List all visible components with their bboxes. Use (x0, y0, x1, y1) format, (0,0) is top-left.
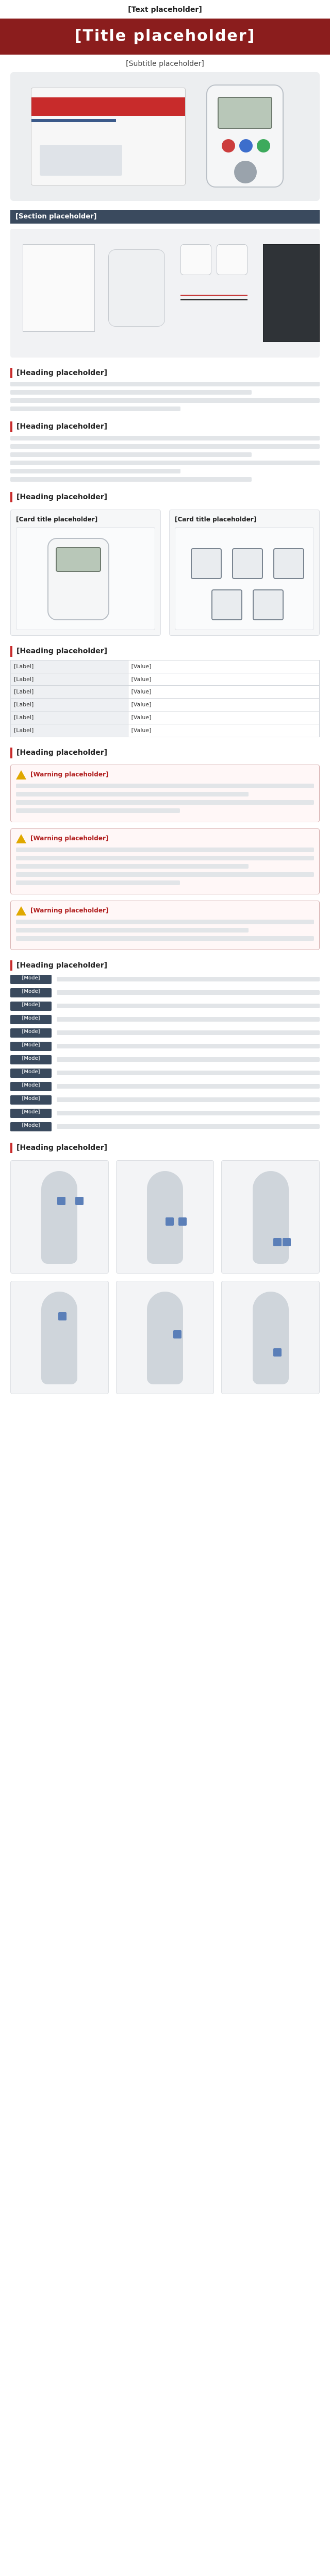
mode-chip: [Mode] (10, 1122, 52, 1131)
warning-text-block (16, 784, 314, 813)
mode-chip: [Mode] (10, 1028, 52, 1038)
device-button-red (222, 139, 235, 152)
caution-text-block (16, 848, 314, 885)
mode-description (57, 977, 320, 981)
mode-row (10, 1094, 320, 1106)
spec-key: [Label] (11, 711, 128, 724)
mode-chip: [Mode] (10, 1002, 52, 1011)
caution-header-2 (16, 906, 314, 916)
device-button-green (257, 139, 270, 152)
spec-row (11, 711, 320, 724)
body-figure (10, 1281, 109, 1394)
pad-icon (211, 589, 242, 620)
device-button-blue (239, 139, 253, 152)
spec-row (11, 724, 320, 737)
caution-text-block-2 (16, 920, 314, 941)
heading-warnings: [Heading placeholder] (10, 748, 320, 758)
usage-card-right-title: [Card title placeholder] (175, 515, 257, 523)
device-image (206, 84, 284, 188)
body-figure (221, 1281, 320, 1394)
component-pouch (263, 244, 320, 342)
cable-black (180, 299, 248, 300)
caution-icon-2 (16, 906, 26, 916)
mode-description (57, 1124, 320, 1129)
box-label-area (40, 145, 122, 176)
device-dial (234, 161, 257, 183)
mode-row (10, 1054, 320, 1065)
mode-chip: [Mode] (10, 1069, 52, 1078)
cable-red (180, 295, 248, 296)
mode-description (57, 1017, 320, 1022)
usage-columns (10, 510, 320, 636)
usage-card-left (10, 510, 161, 636)
spec-value: [Value] (128, 699, 319, 711)
component-pad-1 (180, 244, 211, 275)
pad-icon (273, 548, 304, 579)
spec-key: [Label] (11, 673, 128, 686)
pad-placement-diagram (175, 527, 314, 630)
spec-value: [Value] (128, 660, 319, 673)
heading-usage: [Heading placeholder] (10, 492, 320, 502)
components-image (10, 229, 320, 358)
mode-row (10, 1001, 320, 1012)
placement-figures-row-2 (10, 1281, 320, 1394)
specs-table (10, 660, 320, 738)
component-device (108, 249, 165, 327)
mode-row (10, 987, 320, 998)
placement-figures-row-1 (10, 1160, 320, 1274)
mode-description (57, 1004, 320, 1008)
spec-key: [Label] (11, 660, 128, 673)
spec-value: [Value] (128, 711, 319, 724)
caution-header (16, 834, 314, 843)
spec-value: [Value] (128, 724, 319, 737)
mode-chip: [Mode] (10, 1095, 52, 1105)
heading-overview: [Heading placeholder] (10, 368, 320, 378)
warning-icon (16, 770, 26, 779)
spec-row (11, 699, 320, 711)
mode-row (10, 1121, 320, 1132)
features-text-block (10, 436, 320, 482)
box-stripe-blue (31, 119, 116, 122)
pad-icon (191, 548, 222, 579)
usage-card-right (169, 510, 320, 636)
caution-box-2 (10, 901, 320, 950)
device-diagram-screen (56, 547, 101, 572)
mode-list (0, 974, 330, 1132)
warning-header (16, 770, 314, 779)
caution-icon (16, 834, 26, 843)
mode-row (10, 1014, 320, 1025)
warning-item-0: [Warning placeholder] (30, 770, 109, 778)
mode-chip: [Mode] (10, 1109, 52, 1118)
overview-text-block (10, 382, 320, 411)
body-figure (10, 1160, 109, 1274)
mode-description (57, 1044, 320, 1048)
mode-description (57, 1097, 320, 1102)
mode-chip: [Mode] (10, 1082, 52, 1091)
warning-box (10, 765, 320, 822)
body-figure (116, 1281, 214, 1394)
mode-description (57, 1084, 320, 1089)
spec-value: [Value] (128, 673, 319, 686)
warning-item-1: [Warning placeholder] (30, 834, 109, 842)
product-box-image (31, 88, 186, 185)
spec-key: [Label] (11, 724, 128, 737)
mode-description (57, 1057, 320, 1062)
mode-description (57, 1030, 320, 1035)
spec-row (11, 673, 320, 686)
notice-text: [Text placeholder] (0, 0, 330, 19)
mode-chip: [Mode] (10, 1055, 52, 1064)
heading-specs: [Heading placeholder] (10, 646, 320, 656)
device-screen (218, 97, 272, 129)
pad-icon (253, 589, 284, 620)
mode-chip: [Mode] (10, 1042, 52, 1051)
pad-icon (232, 548, 263, 579)
mode-row (10, 1027, 320, 1039)
mode-chip: [Mode] (10, 1015, 52, 1024)
mode-row (10, 1108, 320, 1119)
component-box (23, 244, 95, 332)
box-stripe (31, 97, 185, 116)
mode-chip: [Mode] (10, 988, 52, 997)
mode-row (10, 1081, 320, 1092)
heading-features: [Heading placeholder] (10, 421, 320, 432)
device-diagram (47, 538, 109, 620)
specs-table-wrap (10, 660, 320, 738)
hero-subtitle: [Subtitle placeholder] (126, 60, 204, 68)
mode-chip: [Mode] (10, 975, 52, 984)
hero-title: [Title placeholder] (0, 19, 330, 55)
section-components: [Section placeholder] (10, 210, 320, 224)
mode-description (57, 990, 320, 995)
spec-row (11, 660, 320, 673)
hero-product-image (10, 72, 320, 201)
device-front-diagram (16, 527, 155, 630)
mode-row (10, 974, 320, 985)
spec-key: [Label] (11, 699, 128, 711)
heading-modes: [Heading placeholder] (10, 960, 320, 971)
usage-card-left-title: [Card title placeholder] (16, 515, 98, 523)
component-cable (180, 285, 248, 306)
body-figure (116, 1160, 214, 1274)
spec-key: [Label] (11, 686, 128, 699)
body-figure (221, 1160, 320, 1274)
mode-description (57, 1071, 320, 1075)
warning-item-2: [Warning placeholder] (30, 906, 109, 914)
mode-row (10, 1067, 320, 1079)
caution-box (10, 828, 320, 894)
component-pad-2 (217, 244, 248, 275)
spec-row (11, 686, 320, 699)
heading-placement: [Heading placeholder] (10, 1143, 320, 1153)
spec-value: [Value] (128, 686, 319, 699)
mode-description (57, 1111, 320, 1115)
mode-row (10, 1041, 320, 1052)
